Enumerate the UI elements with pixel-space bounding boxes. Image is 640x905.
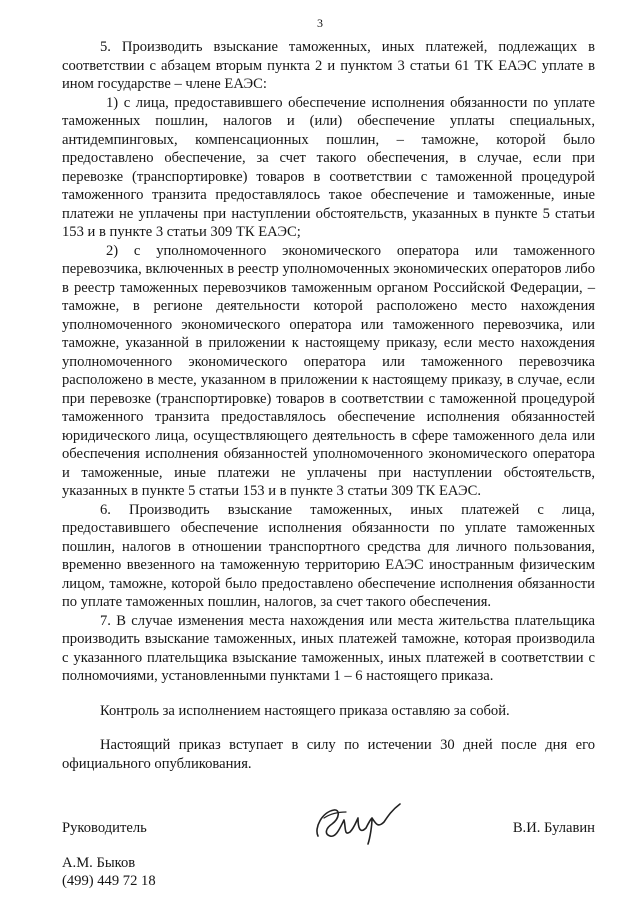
paragraph-item-5: 5. Производить взыскание таможенных, иных платежей, подлежащих в соответствии с абзацем вторым пункта 2 и пунктом 3 статьи 61 ТК ЕАЭС уплате в ином государстве – члене ЕАЭС: [62, 39, 595, 92]
signature-block [62, 812, 595, 842]
signatory-name: В.И. Булавин [512, 820, 595, 836]
document-body [62, 38, 595, 773]
paragraph-item-6: 6. Производить взыскание таможенных, иных платежей с лица, предоставившего обеспечение исполнения обязанности по уплате таможенных пошлин, налогов в отношении транспортного средства для личного пользования, временно ввезенного на таможенную территорию ЕАЭС иностранным физическим лицом, таможне, которой было предоставлено обеспечение исполнения обязанности по уплате таможенных пошлин, налогов, за счет такого обеспечения. [62, 501, 595, 610]
executor-block [62, 854, 156, 890]
subitem-1: 1) с лица, предоставившего обеспечение исполнения обязанности по уплате таможенных пошлин, налогов и (или) обеспечение уплаты специальных, антидемпинговых, компенсационных пошлин, – таможне, которой было предоставлено обеспечение, за счет такого обеспечения, в случае, если при перевозке (транспортировке) товаров в соответствии с таможенной процедурой таможенного транзита предоставлялось такое обеспечение и таможенные, иные платежи не уплачены при наступлении обстоятельств, указанных в пункте 5 статьи 153 и в пункте 3 статьи 309 ТК ЕАЭС; [62, 94, 595, 240]
page-number: 3 [317, 16, 323, 30]
signatory-title: Руководитель [62, 820, 147, 836]
paragraph-effective-date: Настоящий приказ вступает в силу по истечении 30 дней после дня его официального опубликования. [62, 737, 595, 772]
executor-phone: (499) 449 72 18 [62, 873, 156, 889]
handwritten-signature [310, 798, 406, 848]
paragraph-item-7: 7. В случае изменения места нахождения или места жительства плательщика производить взыскание таможенных, иных платежей таможне, которая производила с указанного плательщика взыскание таможенных, иных платежей в соответствии с полномочиями, установленными пунктами 1 – 6 настоящего приказа. [62, 612, 595, 684]
executor-name: А.М. Быков [62, 855, 136, 871]
paragraph-control: Контроль за исполнением настоящего приказа оставляю за собой. [100, 702, 510, 719]
subitem-2: 2) с уполномоченного экономического оператора или таможенного перевозчика, включенных в реестр уполномоченных экономических операторов либо в реестр таможенных перевозчиков таможенным органом Российской Федерации, – таможне, в регионе деятельности которой расположено место нахождения уполномоченного экономического оператора или таможенного перевозчика, или таможне, указанной в приложении к настоящему приказу, если место нахождения уполномоченного экономического оператора или таможенного перевозчика расположено в месте, указанном в приложении к настоящему приказу, в случае, если при перевозке (транспортировке) товаров в соответствии с таможенной процедурой таможенного транзита предоставлялось обеспечение исполнения обязанностей юридического лица, осуществляющего деятельность в сфере таможенного дела или обеспечения исполнения обязанностей уполномоченного экономического оператора и таможенные, иные платежи не уплачены при наступлении обстоятельств, указанных в пункте 5 статьи 153 и в пункте 3 статьи 309 ТК ЕАЭС. [62, 242, 595, 499]
